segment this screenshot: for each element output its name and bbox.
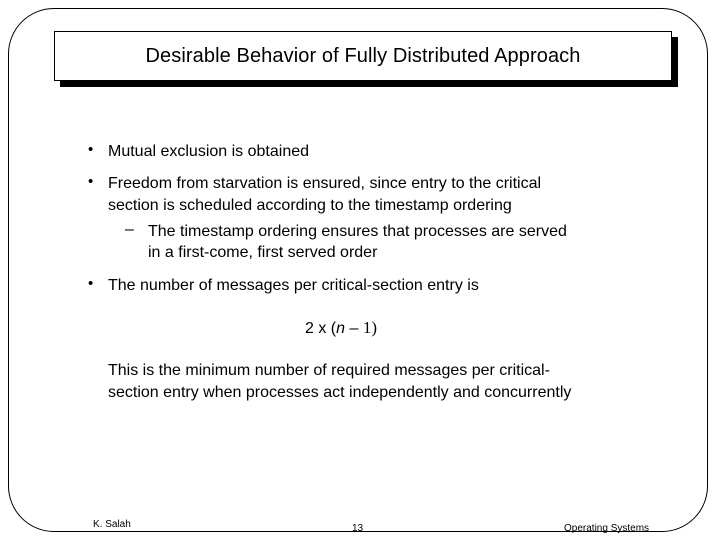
bullet-3-line-1: The number of messages per critical-section entry is [108, 277, 479, 294]
footer-author: K. Salah [93, 519, 131, 530]
sub-bullet-line-2: in a first-come, first served order [148, 244, 378, 261]
sub-bullet-line-1: The timestamp ordering ensures that processes are served [148, 223, 567, 240]
bullet-marker-3: • [88, 275, 94, 292]
title-box [54, 31, 672, 81]
note-line-1: This is the minimum number of required messages per critical- [108, 362, 550, 379]
sub-bullet-dash: – [125, 221, 134, 238]
bullet-1-line-1: Mutual exclusion is obtained [108, 143, 310, 160]
footer-page-number: 13 [352, 523, 364, 534]
note-line-2: section entry when processes act independently and concurrently [108, 384, 572, 401]
footer-course: Operating Systems [564, 523, 650, 534]
formula-variable: n [336, 320, 346, 337]
message-count-formula [305, 318, 377, 338]
bullet-marker-1: • [88, 141, 94, 158]
slide-title: Desirable Behavior of Fully Distributed Approach [145, 44, 581, 67]
bullet-2-line-2: section is scheduled according to the timestamp ordering [108, 197, 512, 214]
formula-prefix: 2 x ( [305, 320, 337, 337]
bullet-marker-2: • [88, 173, 94, 190]
formula-suffix: 1) [362, 318, 377, 337]
formula-operator: – [345, 320, 363, 337]
bullet-2-line-1: Freedom from starvation is ensured, since entry to the critical [108, 175, 542, 192]
